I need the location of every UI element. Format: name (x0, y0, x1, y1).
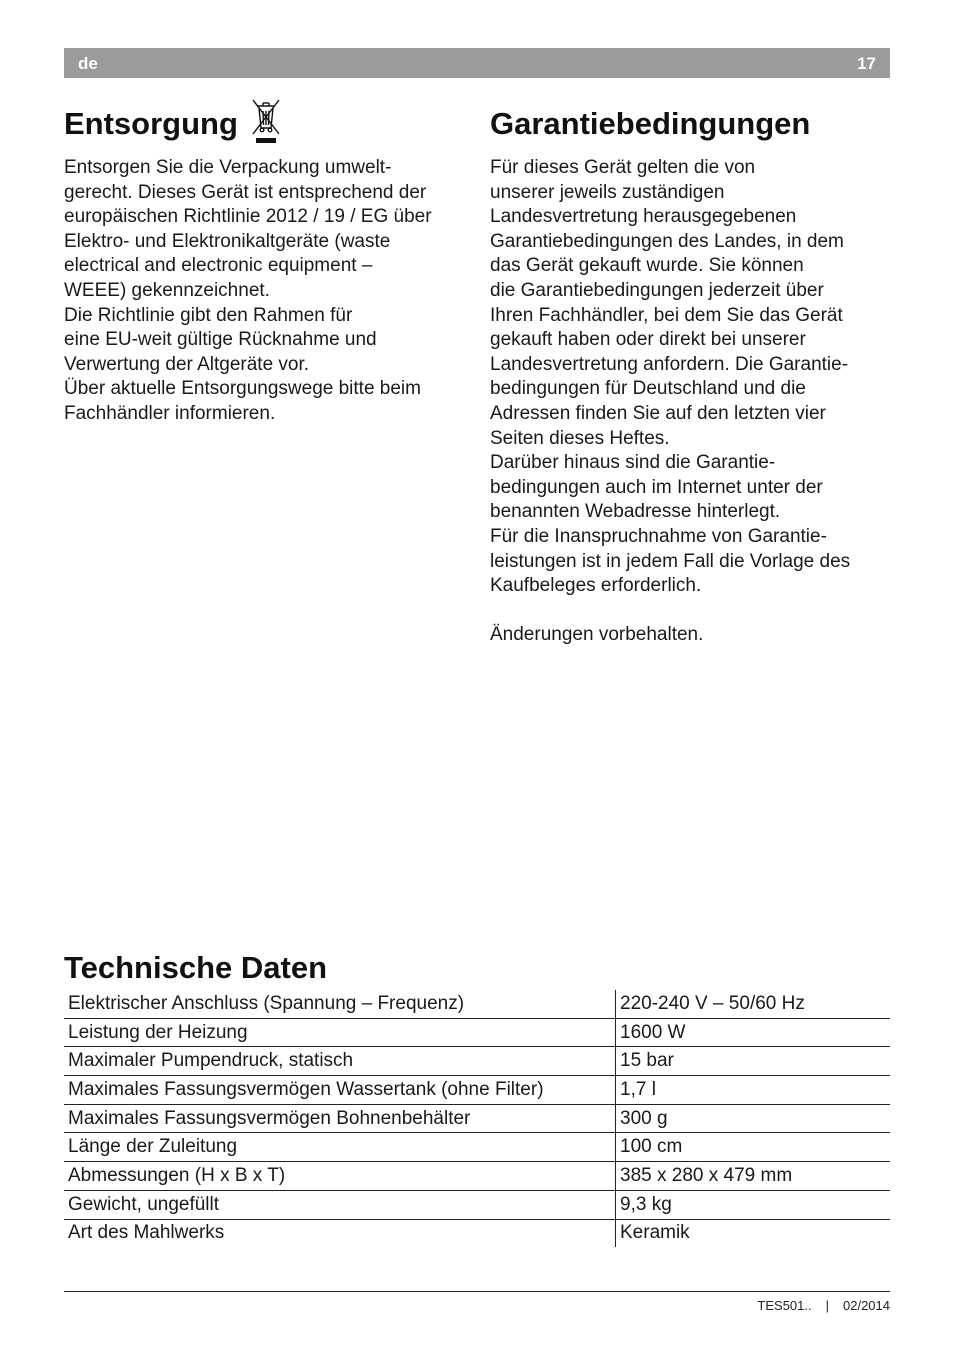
spec-value: 300 g (616, 1104, 891, 1133)
table-row (64, 1219, 890, 1247)
spec-label: Elektrischer Anschluss (Spannung – Frequenz) (64, 990, 616, 1018)
text-line: eine EU-weit gültige Rücknahme und (64, 329, 377, 351)
text-line: Für die Inanspruchnahme von Garantie- (490, 525, 827, 547)
table-row (64, 1133, 890, 1162)
text-line: Die Richtlinie gibt den Rahmen für (64, 304, 353, 326)
text-line: Für dieses Gerät gelten die von (490, 157, 756, 178)
text-line: Adressen finden Sie auf den letzten vier (490, 402, 826, 424)
language-code: de (78, 54, 98, 73)
text-line: Garantiebedingungen des Landes, in dem (490, 230, 844, 252)
spec-label: Gewicht, ungefüllt (64, 1190, 616, 1219)
text-line: Seiten dieses Heftes. (490, 427, 670, 449)
text-line (490, 599, 890, 624)
text-line: bedingungen auch im Internet unter der (490, 476, 823, 498)
footer-divider (64, 1291, 890, 1292)
table-row (64, 1104, 890, 1133)
spec-value: 1,7 l (616, 1076, 891, 1105)
spec-value: 15 bar (616, 1047, 891, 1076)
spec-table (64, 990, 890, 1247)
footer (757, 1298, 890, 1313)
entsorgung-title: Entsorgung (64, 106, 238, 141)
footer-separator: | (825, 1298, 829, 1313)
spec-value: 100 cm (616, 1133, 891, 1162)
text-line: Über aktuelle Entsorgungswege bitte beim (64, 378, 421, 400)
spec-value: 385 x 280 x 479 mm (616, 1162, 891, 1191)
footer-date: 02/2014 (843, 1298, 890, 1313)
text-line: Landesvertretung anfordern. Die Garantie- (490, 353, 849, 375)
table-row (64, 1190, 890, 1219)
text-line: das Gerät gekauft wurde. Sie können (490, 255, 804, 277)
text-line: electrical and electronic equipment – (64, 255, 373, 277)
text-line: gerecht. Dieses Gerät ist entsprechend der (64, 181, 427, 203)
spec-value: 220-240 V – 50/60 Hz (616, 990, 891, 1018)
entsorgung-heading (64, 96, 464, 146)
text-line: Verwertung der Altgeräte vor. (64, 353, 310, 375)
text-line: WEEE) gekennzeichnet. (64, 279, 270, 301)
text-line: Ihren Fachhändler, bei dem Sie das Gerät (490, 304, 843, 326)
table-row (64, 1076, 890, 1105)
garantie-heading (490, 96, 890, 146)
text-line: Fachhändler informieren. (64, 402, 276, 424)
text-line: bedingungen für Deutschland und die (490, 378, 806, 400)
entsorgung-section (64, 96, 464, 427)
spec-label: Art des Mahlwerks (68, 1222, 225, 1244)
text-line: gekauft haben oder direkt bei unserer (490, 329, 806, 351)
technische-daten-section (64, 944, 890, 1247)
table-row (64, 1047, 890, 1076)
spec-label: Maximaler Pumpendruck, statisch (64, 1047, 616, 1076)
spec-label: Maximales Fassungsvermögen Wassertank (ohne Filter) (64, 1076, 616, 1105)
text-line: Änderungen vorbehalten. (490, 624, 704, 646)
page-header-bar (64, 48, 890, 78)
text-line: die Garantiebedingungen jederzeit über (490, 279, 824, 301)
text-line: unserer jeweils zuständigen (490, 181, 725, 203)
spec-label: Länge der Zuleitung (64, 1133, 616, 1162)
garantie-section (490, 96, 890, 648)
garantie-text (490, 156, 890, 648)
spec-value: Keramik (616, 1219, 891, 1247)
crossed-out-wheelie-bin-icon (248, 96, 282, 146)
entsorgung-text (64, 156, 464, 427)
text-line: Darüber hinaus sind die Garantie- (490, 452, 776, 474)
technische-daten-title: Technische Daten (64, 950, 328, 985)
text-line: Elektro- und Elektronikaltgeräte (waste (64, 230, 391, 252)
footer-model: TES501.. (757, 1298, 812, 1313)
text-line: europäischen Richtlinie 2012 / 19 / EG über (64, 206, 432, 228)
text-line: Entsorgen Sie die Verpackung umwelt- (64, 157, 392, 178)
spec-value: 9,3 kg (616, 1190, 891, 1219)
spec-value: 1600 W (616, 1018, 891, 1047)
spec-label: Leistung der Heizung (64, 1018, 616, 1047)
text-line: leistungen ist in jedem Fall die Vorlage des (490, 550, 851, 572)
table-row (64, 1162, 890, 1191)
garantie-title: Garantiebedingungen (490, 106, 811, 141)
spec-label: Maximales Fassungsvermögen Bohnenbehälter (64, 1104, 616, 1133)
text-line: Landesvertretung herausgegebenen (490, 206, 797, 228)
page-number: 17 (857, 54, 876, 73)
text-line: benannten Webadresse hinterlegt. (490, 501, 781, 523)
table-row (64, 1018, 890, 1047)
spec-label: Abmessungen (H x B x T) (64, 1162, 616, 1191)
text-line: Kaufbeleges erforderlich. (490, 575, 702, 597)
table-row (64, 990, 890, 1018)
